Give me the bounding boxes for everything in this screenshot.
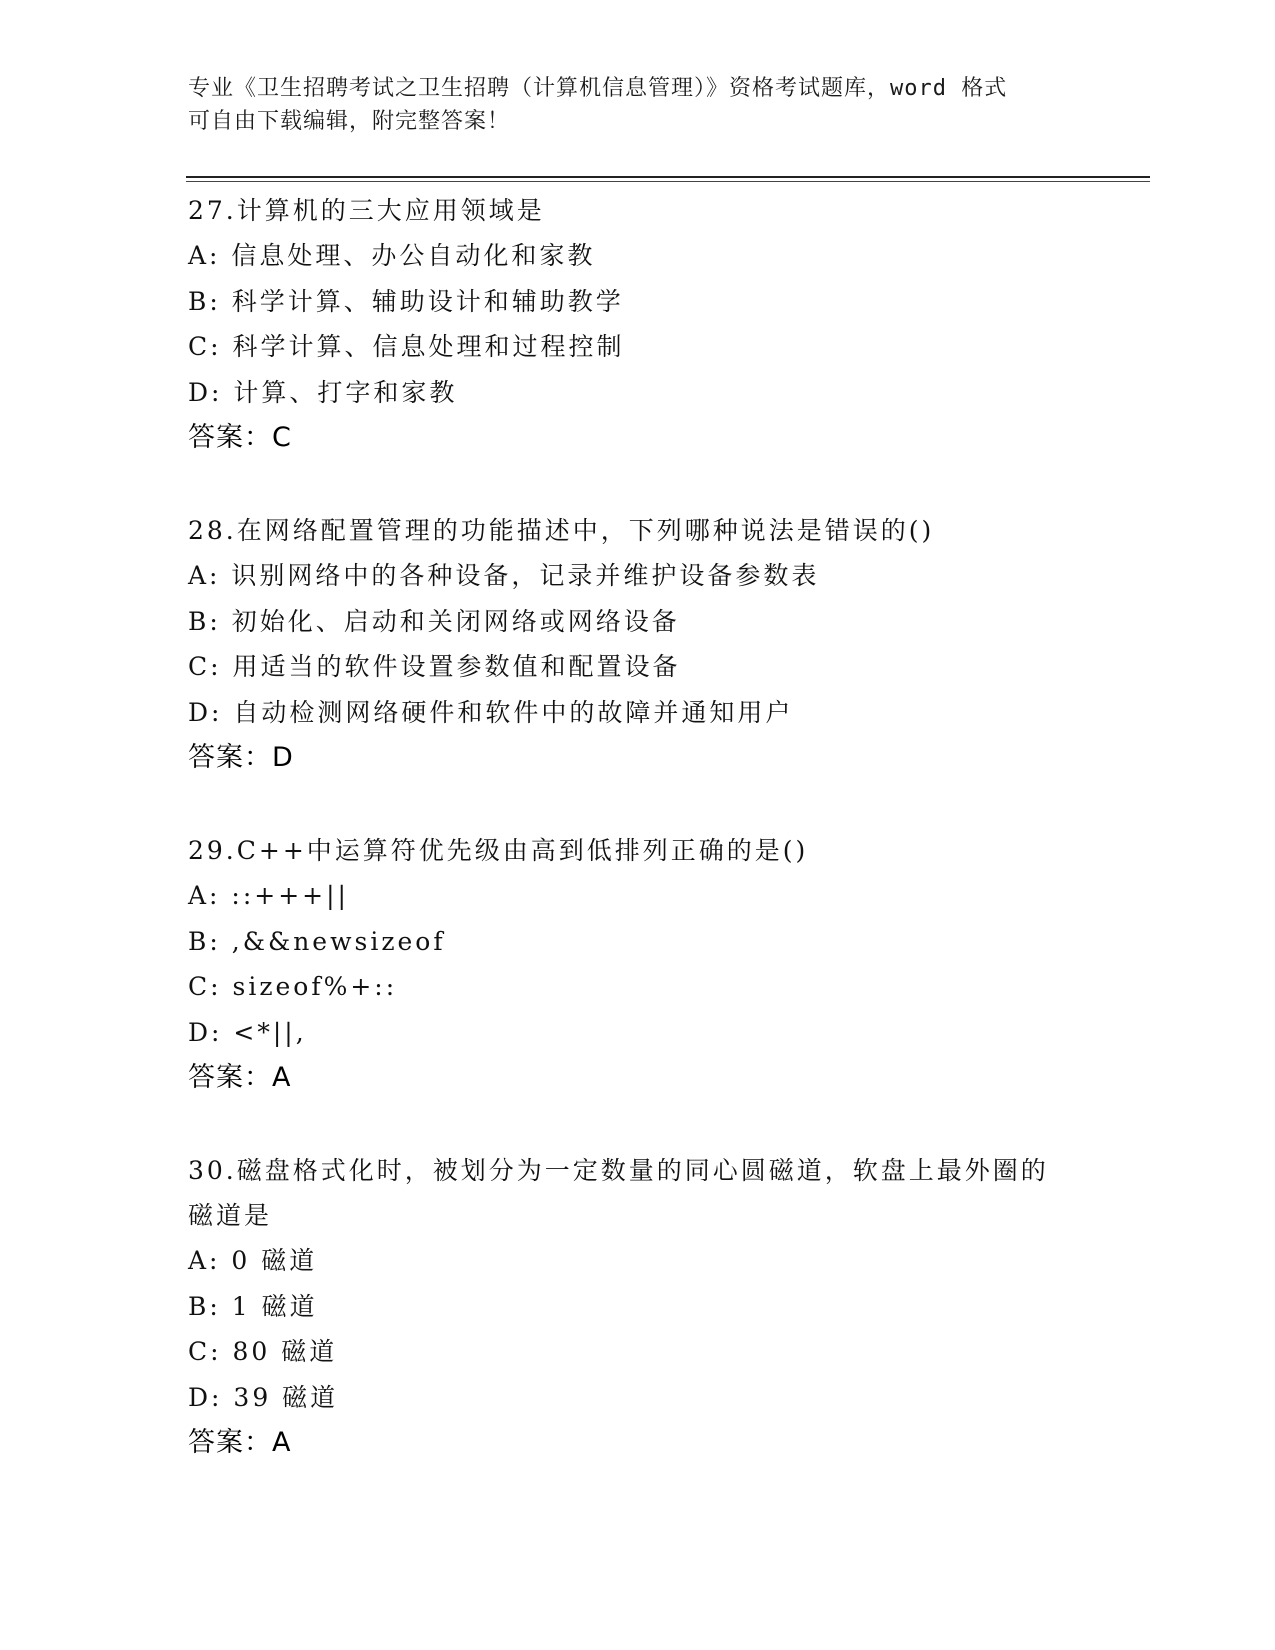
question-29: [188, 828, 1108, 1100]
question-stem: 28.在网络配置管理的功能描述中，下列哪种说法是错误的(): [188, 516, 935, 545]
document-header: [188, 72, 1088, 138]
answer-label: 答案：C: [188, 422, 292, 453]
header-line-2: 可自由下载编辑，附完整答案！: [188, 109, 511, 134]
option-b: B: 科学计算、辅助设计和辅助教学: [188, 286, 624, 316]
option-b: B: 1 磁道: [188, 1291, 318, 1321]
question-stem: 29.C++中运算符优先级由高到低排列正确的是(): [188, 836, 809, 865]
option-c: C: 80 磁道: [188, 1337, 338, 1366]
option-c: C: 科学计算、信息处理和过程控制: [188, 332, 625, 361]
question-stem: 27.计算机的三大应用领域是: [188, 196, 545, 225]
option-a: A: ::+++||: [188, 881, 349, 910]
answer-label: 答案：A: [188, 1427, 292, 1458]
option-d: D: 自动检测网络硬件和软件中的故障并通知用户: [188, 697, 794, 727]
header-line-1: 专业《卫生招聘考试之卫生招聘（计算机信息管理）》资格考试题库，word 格式: [188, 76, 1008, 101]
option-c: C: sizeof%+::: [188, 972, 398, 1001]
option-a: A: 信息处理、办公自动化和家教: [188, 241, 596, 270]
option-c: C: 用适当的软件设置参数值和配置设备: [188, 652, 681, 681]
answer-label: 答案：A: [188, 1062, 292, 1093]
question-list: [188, 188, 1108, 1513]
question-28: [188, 508, 1108, 780]
answer-label: 答案：D: [188, 742, 294, 773]
question-27: [188, 188, 1108, 460]
option-a: A: 识别网络中的各种设备，记录并维护设备参数表: [188, 561, 820, 590]
option-b: B: 初始化、启动和关闭网络或网络设备: [188, 606, 680, 636]
option-d: D: 计算、打字和家教: [188, 377, 458, 407]
header-divider-thin: [186, 181, 1150, 182]
option-d: D: <*||,: [188, 1017, 307, 1047]
option-a: A: 0 磁道: [188, 1246, 318, 1275]
question-stem: 30.磁盘格式化时，被划分为一定数量的同心圆磁道，软盘上最外圈的磁道是: [188, 1156, 1049, 1230]
question-30: [188, 1148, 1108, 1465]
option-d: D: 39 磁道: [188, 1382, 339, 1412]
option-b: B: ,&&newsizeof: [188, 926, 446, 956]
header-divider-thick: [186, 176, 1150, 178]
